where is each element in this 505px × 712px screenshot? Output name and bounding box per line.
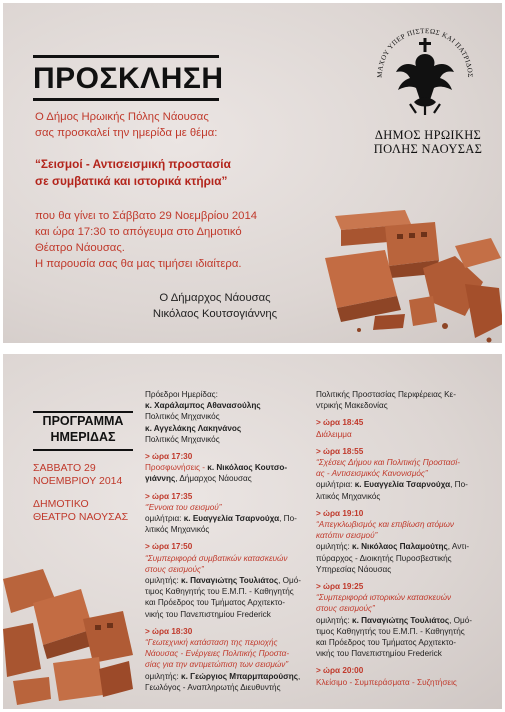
seal-motto: ΜΑΧΟΥ ΥΠΕΡ ΠΙΣΤΕΩΣ ΚΑΙ ΠΑΤΡΙΔΟΣ [375, 26, 475, 78]
session-4-title-1: “Γεωτεχνική κατάσταση της περιοχής [145, 638, 278, 648]
session-3-time: > ώρα 17:50 [145, 542, 193, 552]
municipality-line-2: ΠΟΛΗΣ ΝΑΟΥΣΑΣ [373, 142, 483, 156]
details-line-1: που θα γίνει το Σάββατο 29 Νοεμβρίου 2014 [35, 210, 258, 222]
session-4-role-cont-1: Πολιτικής Προστασίας Περιφέρειας Κε- [316, 390, 456, 399]
event-venue-line-1: ΔΗΜΟΤΙΚΟ [33, 498, 89, 510]
session-8-role-a: , Ομό- [449, 615, 473, 625]
session-2-speaker: κ. Ευαγγελία Τσαρνούχα [183, 514, 280, 524]
invitation-card [3, 3, 502, 343]
session-8-time: > ώρα 19:25 [316, 582, 364, 592]
session-3-speaker-label: ομιλητής: [145, 576, 182, 586]
session-8-role-b: τιμος Καθηγητής του Ε.Μ.Π. - Καθηγητής [316, 626, 465, 636]
session-4-title-2: Νάουσας - Ενέργειες Πολιτικής Προστα- [145, 649, 290, 659]
session-3-speaker: κ. Παναγιώτης Τουλιάτος [181, 576, 279, 586]
session-4-role: Γεωλόγος - Αναπληρωτής Διευθυντής [145, 682, 281, 692]
invitation-title: ΠΡΟΣΚΛΗΣΗ [33, 62, 224, 95]
theme-line-2: σε συμβατικά και ιστορικά κτήρια” [35, 174, 228, 188]
session-1-role: , Δήμαρχος Νάουσας [175, 474, 252, 484]
session-4-time: > ώρα 18:30 [145, 626, 193, 636]
session-6-role-a: , Πο- [450, 480, 468, 490]
session-4-comma: , [298, 671, 301, 681]
program-card [3, 354, 502, 709]
program-title-box [33, 411, 133, 451]
session-2-role-a: , Πο- [279, 514, 297, 524]
session-5-title: Διάλειμμα [316, 429, 352, 439]
intro-line-1: Ο Δήμος Ηρωικής Πόλης Νάουσας [35, 111, 209, 123]
details-line-3: Θέατρο Νάουσας. [35, 242, 125, 254]
session-6-time: > ώρα 18:55 [316, 446, 364, 456]
municipality-line-1: ΔΗΜΟΣ ΗΡΩΙΚΗΣ [374, 128, 482, 142]
municipality-name [370, 128, 486, 156]
event-date-line-1: ΣΑΒΒΑΤΟ 29 [33, 462, 96, 474]
details-line-2: και ώρα 17:30 το απόγευμα στο Δημοτικό [35, 226, 242, 238]
program-column-1 [145, 389, 301, 693]
municipality-seal [370, 18, 480, 118]
session-6-title-2: ας - Αντισεισμικός Κανονισμός” [316, 469, 428, 479]
presidents-label: Πρόεδροι Ημερίδας: [145, 390, 218, 399]
session-1-speaker: κ. Νικόλαος Κουτσο- [207, 463, 288, 473]
session-3-role-c: και Πρόεδρος του Τμήματος Αρχιτεκτο- [145, 598, 286, 608]
session-9-title: Κλείσιμο - Συμπεράσματα - Συζητήσεις [316, 677, 457, 687]
session-7-time: > ώρα 19:10 [316, 508, 364, 518]
session-8-speaker: κ. Παναγιώτης Τουλιάτος [352, 615, 450, 625]
session-6-role-b: λιτικός Μηχανικός [316, 491, 381, 501]
session-3-role-b: τιμος Καθηγητής του Ε.Μ.Π. - Καθηγητής [145, 587, 294, 597]
session-4-role-cont-2: ντρικής Μακεδονίας [316, 401, 388, 411]
session-1-speaker-cont: γιάννης [145, 474, 176, 484]
session-2-role-b: λιτικός Μηχανικός [145, 525, 210, 535]
president-1-name: κ. Χαράλαμπος Αθανασούλης [145, 401, 261, 411]
president-2-name: κ. Αγγελάκης Λακηνάνος [145, 423, 242, 433]
session-6-title-1: “Σχέσεις Δήμου και Πολιτικής Προστασί- [316, 458, 460, 468]
session-8-title-1: “Συμπεριφορά ιστορικών κατασκευών [316, 593, 452, 603]
session-4-speaker: κ. Γεώργιος Μπαρμπαρούσης [181, 671, 299, 681]
session-7-role-c: Υπηρεσίας Νάουσας [316, 564, 392, 574]
session-1-title: Προσφωνήσεις - [145, 463, 208, 473]
session-6-speaker-label: ομιλήτρια: [316, 480, 355, 490]
session-8-role-c: και Πρόεδρος του Τμήματος Αρχιτεκτο- [316, 638, 457, 648]
event-venue-line-2: ΘΕΑΤΡΟ ΝΑΟΥΣΑΣ [33, 511, 129, 523]
details-line-4: Η παρουσία σας θα μας τιμήσει ιδιαίτερα. [35, 258, 242, 270]
signature-name: Νικόλαος Κουτσογιάννης [152, 308, 278, 320]
session-6-speaker: κ. Ευαγγελία Τσαρνούχα [354, 480, 451, 490]
session-3-role-a: , Ομό- [278, 576, 302, 586]
program-title-line-2: ΗΜΕΡΙΔΑΣ [50, 430, 116, 444]
session-8-role-d: νικής του Πανεπιστημίου Frederick [316, 649, 442, 659]
session-1-time: > ώρα 17:30 [145, 452, 193, 462]
signature-title: Ο Δήμαρχος Νάουσας [159, 292, 271, 304]
session-3-title-1: “Συμπεριφορά συμβατικών κατασκευών [145, 553, 288, 563]
session-7-role-b: πύραρχος - Διοικητής Πυροσβεστικής [316, 553, 452, 563]
program-title-line-1: ΠΡΟΓΡΑΜΜΑ [42, 414, 124, 428]
session-4-speaker-label: ομιλητής: [145, 671, 182, 681]
bricks-illustration [315, 198, 502, 343]
session-7-title-1: “Απεγκλωβισμός και επιβίωση ατόμων [316, 520, 455, 530]
bricks-pile-illustration [3, 559, 153, 709]
session-7-role-a: , Αντι- [447, 542, 470, 552]
session-7-speaker-label: ομιλητής: [316, 542, 353, 552]
session-3-title-2: στους σεισμούς” [145, 564, 204, 574]
session-4-title-3: σίας για την αντιμετώπιση των σεισμών” [145, 660, 289, 670]
session-2-title: “Έννοια του σεισμού” [145, 502, 222, 512]
invitation-title-box [33, 55, 224, 101]
session-7-title-2: κατόπιν σεισμού” [316, 531, 378, 541]
event-date-line-2: ΝΟΕΜΒΡΙΟΥ 2014 [33, 475, 123, 487]
session-7-speaker: κ. Νικόλαος Παλαμούτης [352, 542, 448, 552]
session-2-speaker-label: ομιλήτρια: [145, 514, 184, 524]
session-3-role-d: νικής του Πανεπιστημίου Frederick [145, 609, 271, 619]
program-column-2 [316, 389, 472, 688]
session-9-time: > ώρα 20:00 [316, 666, 364, 676]
session-8-title-2: στους σεισμούς” [316, 604, 375, 614]
session-8-speaker-label: ομιλητής: [316, 615, 353, 625]
president-1-role: Πολιτικός Μηχανικός [145, 412, 220, 422]
session-2-time: > ώρα 17:35 [145, 491, 193, 501]
theme-line-1: “Σεισμοί - Αντισεισμική προστασία [35, 157, 231, 171]
president-2-role: Πολιτικός Μηχανικός [145, 434, 220, 444]
session-5-time: > ώρα 18:45 [316, 418, 364, 428]
intro-line-2: σας προσκαλεί την ημερίδα με θέμα: [35, 127, 218, 139]
